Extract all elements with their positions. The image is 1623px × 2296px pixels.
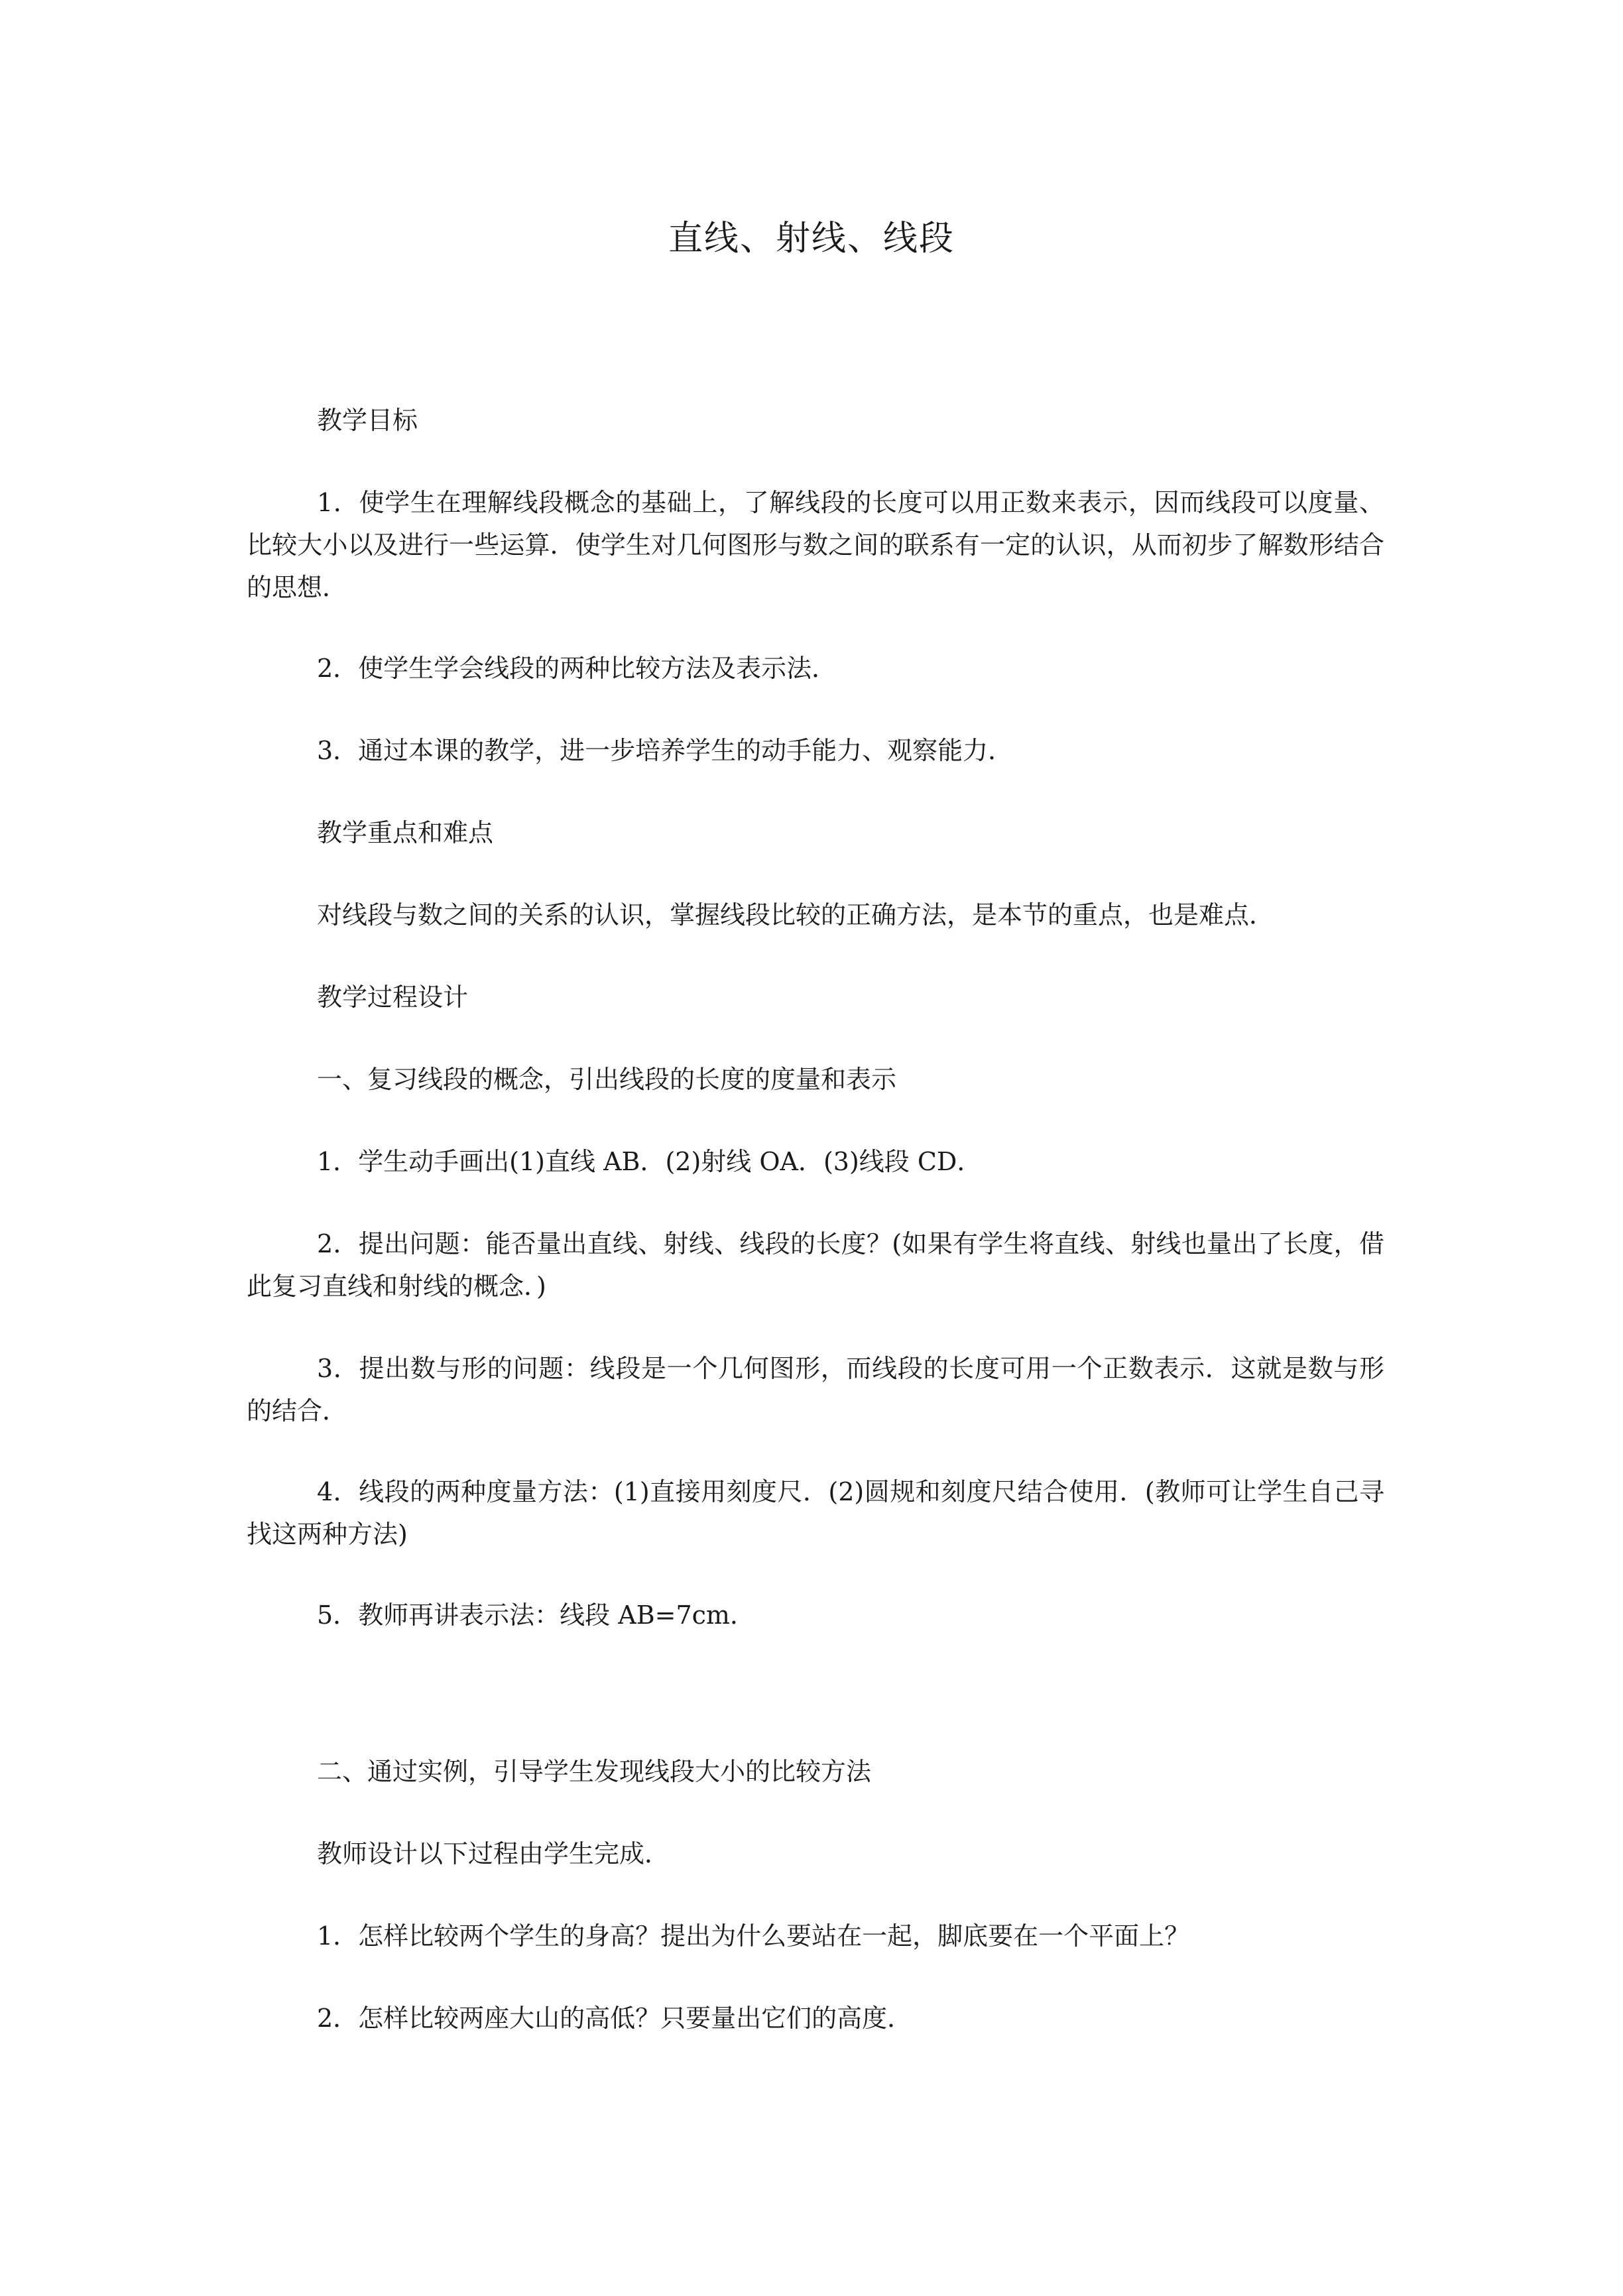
step-5-paragraph: 5．教师再讲表示法：线段 AB=7cm．	[317, 1601, 755, 1630]
section-2-intro-paragraph: 教师设计以下过程由学生完成．	[317, 1839, 670, 1868]
step-1-paragraph: 1．学生动手画出(1)直线 AB．(2)射线 OA．(3)线段 CD．	[317, 1147, 983, 1176]
heading-process-design: 教学过程设计	[317, 983, 469, 1012]
goal-2-paragraph: 2．使学生学会线段的两种比较方法及表示法．	[317, 654, 837, 683]
example-2-paragraph: 2．怎样比较两座大山的高低？只要量出它们的高度．	[317, 2004, 913, 2033]
key-points-paragraph: 对线段与数之间的关系的认识，掌握线段比较的正确方法，是本节的重点，也是难点．	[317, 900, 1275, 930]
step-3-paragraph: 3．提出数与形的问题：线段是一个几何图形，而线段的长度可用一个正数表示．这就是数与形的结合．	[247, 1354, 1384, 1425]
goal-1-paragraph: 1．使学生在理解线段概念的基础上，了解线段的长度可以用正数来表示，因而线段可以度量、比较大小以及进行一些运算．使学生对几何图形与数之间的联系有一定的认识，从而初步了解数形结合的思想．	[247, 488, 1384, 602]
document-title: 直线、射线、线段	[668, 219, 955, 259]
example-1-paragraph: 1．怎样比较两个学生的身高？提出为什么要站在一起，脚底要在一个平面上？	[317, 1921, 1190, 1951]
step-2-paragraph: 2．提出问题：能否量出直线、射线、线段的长度？(如果有学生将直线、射线也量出了长度，借此复习直线和射线的概念．)	[247, 1229, 1384, 1301]
heading-key-points: 教学重点和难点	[317, 818, 494, 847]
section-1-heading: 一、复习线段的概念，引出线段的长度的度量和表示	[317, 1065, 897, 1094]
step-4-paragraph: 4．线段的两种度量方法：(1)直接用刻度尺．(2)圆规和刻度尺结合使用．(教师可让学生自己寻找这两种方法)	[247, 1477, 1384, 1549]
heading-teaching-goals: 教学目标	[317, 406, 418, 435]
section-2-heading: 二、通过实例，引导学生发现线段大小的比较方法	[317, 1757, 872, 1786]
goal-3-paragraph: 3．通过本课的教学，进一步培养学生的动手能力、观察能力．	[317, 736, 1014, 765]
